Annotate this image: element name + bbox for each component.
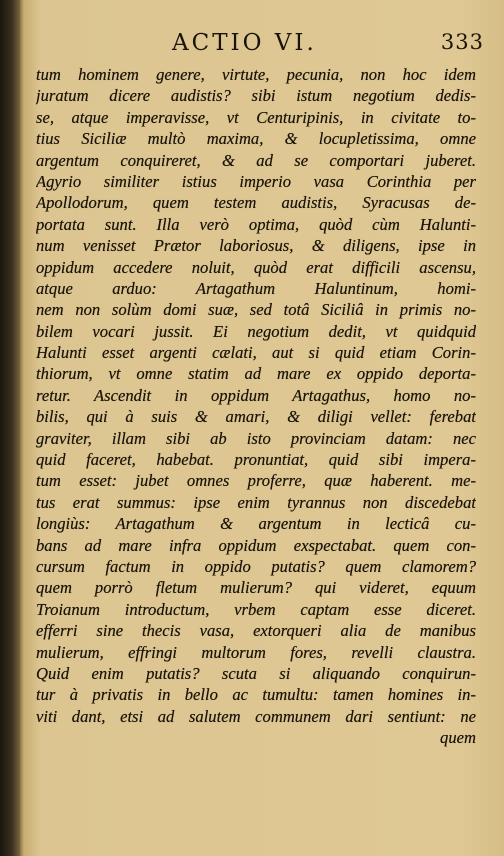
text-line: tur à privatis in bello ac tumultu: tamen homines in- (36, 685, 476, 705)
running-title: ACTIO VI. (172, 30, 317, 56)
text-line: num venisset Prætor laboriosus, & diligens, ipse in (36, 236, 476, 256)
text-line: graviter, illam sibi ab isto provinciam datam: nec (36, 428, 476, 448)
page-number: 333 (440, 30, 484, 54)
text-line: oppidum accedere noluit, quòd erat difficili ascensu, (36, 257, 476, 277)
catchword: quem (440, 728, 476, 748)
text-line: atque arduo: Artagathum Haluntinum, homi- (36, 278, 476, 298)
body-text (36, 64, 476, 749)
text-line: portata sunt. Illa verò optima, quòd cùm Halunti- (36, 214, 476, 234)
text-line: quem porrò fletum mulierum? qui videret, equum (36, 578, 476, 598)
text-line: bans ad mare infra oppidum exspectabat. quem con- (36, 535, 476, 555)
text-line: Halunti esset argenti cælati, aut si quid etiam Corin- (36, 343, 476, 363)
text-line: nem non solùm domi suæ, sed totâ Siciliâ in primis no- (36, 300, 476, 320)
text-line: bilem vocari jussit. Ei negotium dedit, vt quidquid (36, 321, 476, 341)
text-line: juratum dicere audistis? sibi istum negotium dedis- (36, 86, 476, 106)
text-line: Apollodorum, quem testem audistis, Syracusas de- (36, 193, 476, 213)
text-line: se, atque imperavisse, vt Centuripinis, in civitate to- (36, 107, 476, 127)
text-line: bilis, qui à suis & amari, & diligi vellet: ferebat (36, 407, 476, 427)
text-line: quid faceret, habebat. pronuntiat, quid sibi impera- (36, 450, 476, 470)
text-line: longiùs: Artagathum & argentum in lecticâ cu- (36, 514, 476, 534)
text-line: cursum factum in oppido putatis? quem clamorem? (36, 556, 476, 576)
text-line: Quid enim putatis? scuta si aliquando conquirun- (36, 663, 476, 683)
binding-gutter (0, 0, 20, 856)
text-line: tum hominem genere, virtute, pecunia, non hoc idem (36, 65, 476, 84)
text-line: efferri sine thecis vasa, extorqueri alia de manibus (36, 621, 476, 641)
text-line: tus erat summus: ipse enim tyrannus non discedebat (36, 492, 476, 512)
text-line: thiorum, vt omne statim ad mare ex oppido deporta- (36, 364, 476, 384)
page-header (20, 30, 484, 64)
text-line: Troianum introductum, vrbem captam esse diceret. (36, 599, 476, 619)
text-line: Agyrio similiter istius imperio vasa Corinthia per (36, 171, 476, 191)
text-line: mulierum, effringi multorum fores, revelli claustra. (36, 642, 476, 662)
text-line: tius Siciliæ multò maxima, & locupletissima, omne (36, 129, 476, 149)
text-line: retur. Ascendit in oppidum Artagathus, homo no- (36, 385, 476, 405)
text-line: viti dant, etsi ad salutem communem dari sentiunt: ne (36, 706, 476, 726)
text-line: tum esset: jubet omnes proferre, quæ haberent. me- (36, 471, 476, 491)
text-line: argentum conquireret, & ad se comportari juberet. (36, 150, 476, 170)
